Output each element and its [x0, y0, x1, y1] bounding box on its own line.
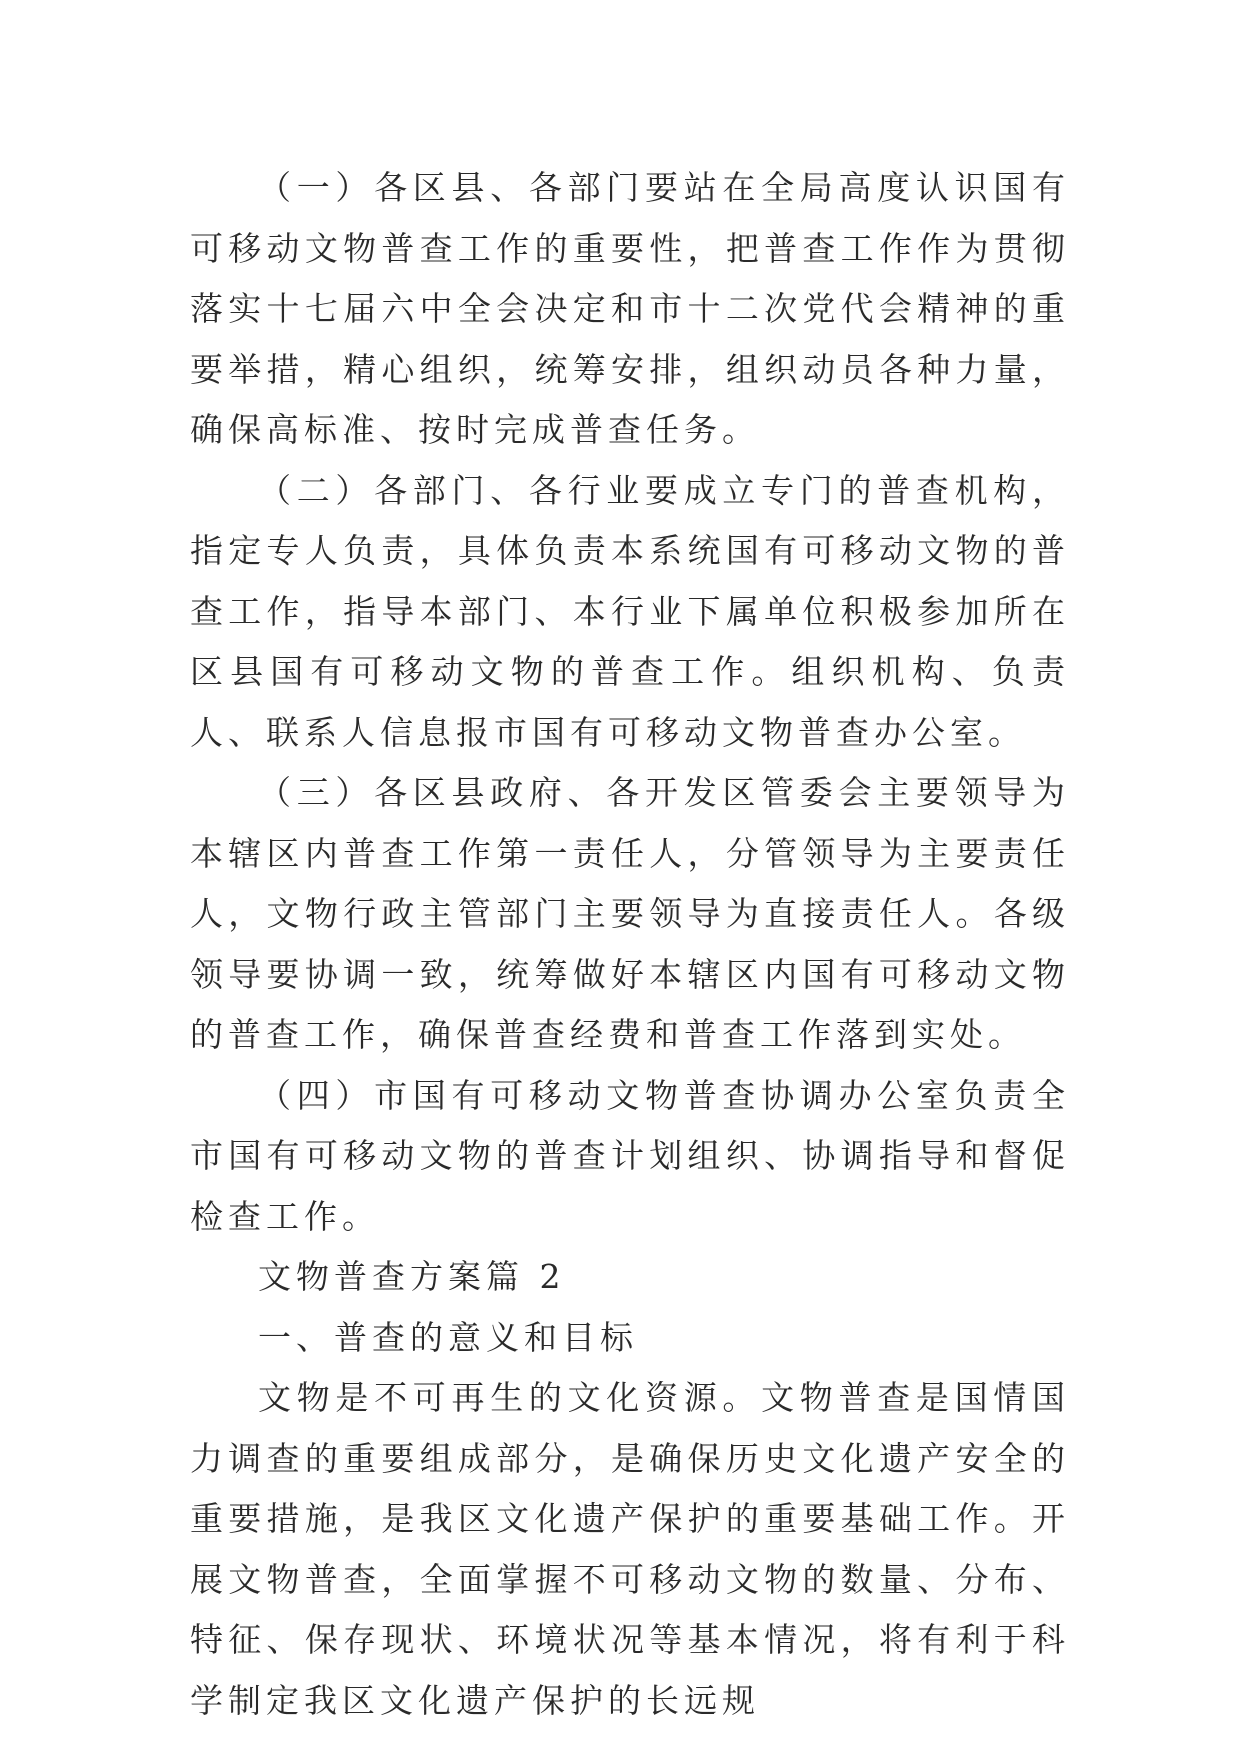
paragraph-4: （四）市国有可移动文物普查协调办公室负责全市国有可移动文物的普查计划组织、协调指导和督促检查工作。	[190, 1075, 1070, 1236]
paragraph-3: （三）各区县政府、各开发区管委会主要领导为本辖区内普查工作第一责任人，分管领导为主要责任人，文物行政主管部门主要领导为直接责任人。各级领导要协调一致，统筹做好本辖区内国有可移动文物的普查工作，确保普查经费和普查工作落到实处。	[190, 773, 1070, 1054]
subsection-title: 一、普查的意义和目标	[258, 1317, 638, 1357]
paragraph-2: （二）各部门、各行业要成立专门的普查机构，指定专人负责，具体负责本系统国有可移动文物的普查工作，指导本部门、本行业下属单位积极参加所在区县国有可移动文物的普查工作。组织机构、负责人、联系人信息报市国有可移动文物普查办公室。	[190, 470, 1070, 752]
section-title: 文物普查方案篇 2	[258, 1257, 566, 1296]
paragraph-5: 文物是不可再生的文化资源。文物普查是国情国力调查的重要组成部分，是确保历史文化遗产安全的重要措施，是我区文化遗产保护的重要基础工作。开展文物普查，全面掌握不可移动文物的数量、分布、特征、保存现状、环境状况等基本情况，将有利于科学制定我区文化遗产保护的长远规	[190, 1378, 1070, 1720]
document-body	[190, 158, 1070, 1731]
paragraph-1: （一）各区县、各部门要站在全局高度认识国有可移动文物普查工作的重要性，把普查工作作为贯彻落实十七届六中全会决定和市十二次党代会精神的重要举措，精心组织，统筹安排，组织动员各种力量，确保高标准、按时完成普查任务。	[190, 168, 1070, 449]
